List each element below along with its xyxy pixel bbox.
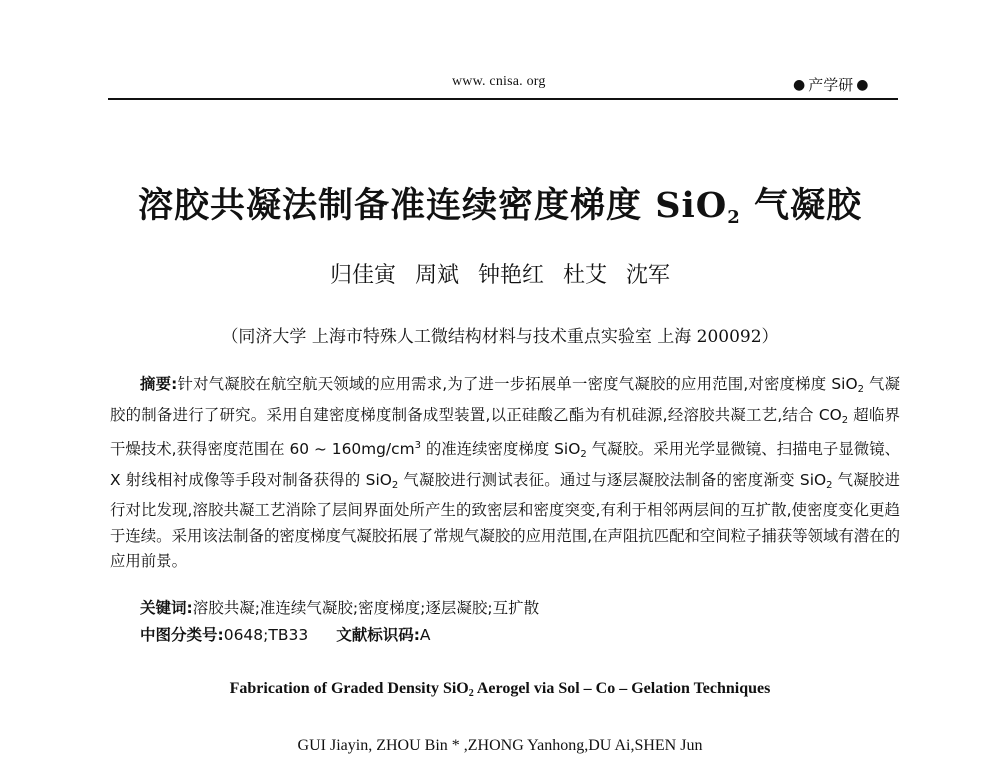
keywords-label: 关键词: <box>140 599 193 617</box>
abstract <box>110 372 900 575</box>
title-main: 溶胶共凝法制备准连续密度梯度 SiO <box>138 185 728 226</box>
authors-cn: 归佳寅 周斌 钟艳红 杜艾 沈军 <box>330 263 670 288</box>
header-rule <box>108 98 898 100</box>
document-code-label: 文献标识码: <box>336 626 420 644</box>
bullet-icon: ● <box>793 76 806 93</box>
classification-value: 0648;TB33 <box>223 626 309 644</box>
keywords <box>140 596 539 618</box>
abstract-label: 摘要: <box>140 375 178 393</box>
header-tag-label: 产学研 <box>808 76 854 94</box>
document-code-value: A <box>419 626 431 644</box>
abstract-paragraph: 摘要:针对气凝胶在航空航天领域的应用需求,为了进一步拓展单一密度气凝胶的应用范围,对密度梯度 SiO$_2$ 气凝胶的制备进行了研究。采用自建密度梯度制备成型装置,以正硅酸乙酯为有机硅源,经溶胶共凝工艺,结合 $CO_2$ 超临界干燥技术,获得密度范围在 60 ~ $160mg/cm^3$ 的准连续密度梯度 SiO$_2$ 气凝胶。采用光学显微镜、扫描电子显微镜、X 射线相衬成像等手段对制备获得的 SiO$_2$ 气凝胶进行测试表征。通过与逐层凝胶法制备的密度渐变 SiO$_2$ 气凝胶进行对比发现,溶胶共凝工艺消除了层间界面处所产生的致密层和密度突变,有利于相邻两层间的互扩散,使密度变化更趋于连续。采用该法制备的密度梯度气凝胶拓展了常规气凝胶的应用范围,在声阻抗匹配和空间粒子捕获等领域有潜在的应用前景。 <box>110 375 900 570</box>
authors-en: GUI Jiayin, ZHOU Bin * ,ZHONG Yanhong,DU Ai,SHEN Jun <box>297 737 703 754</box>
classification <box>140 623 431 645</box>
keywords-value: 溶胶共凝;准连续气凝胶;密度梯度;逐层凝胶;互扩散 <box>192 599 540 617</box>
header-website: www. cnisa. org <box>452 74 546 89</box>
header-section-tag <box>793 74 868 95</box>
affiliation: （同济大学 上海市特殊人工微结构材料与技术重点实验室 上海 200092） <box>221 327 779 347</box>
title-tail: 气凝胶 <box>740 185 862 226</box>
classification-label: 中图分类号: <box>140 626 224 644</box>
title-subscript: 2 <box>727 207 741 228</box>
english-title: Fabrication of Graded Density SiO$_2$ Aerogel via Sol – Co – Gelation Techniques <box>229 680 771 699</box>
bullet-icon: ● <box>856 76 869 93</box>
paper-title <box>0 178 1000 228</box>
